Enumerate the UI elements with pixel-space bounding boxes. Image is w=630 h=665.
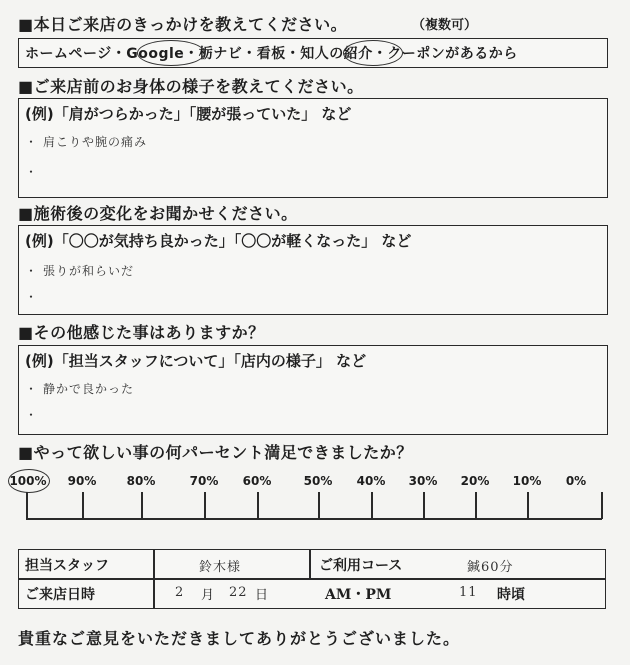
selected-100-circle <box>8 469 50 493</box>
q2-example: (例)「肩がつらかった」「腰が張っていた」 など <box>25 105 352 123</box>
scale-label-40[interactable]: 40% <box>356 474 386 488</box>
scale-tick <box>141 492 143 519</box>
ampm-select[interactable]: AM・PM <box>325 587 392 603</box>
q4-box <box>18 345 608 435</box>
scale-label-90[interactable]: 90% <box>67 474 97 488</box>
visit-day[interactable]: 22 <box>229 585 248 600</box>
google-circle <box>137 40 205 66</box>
q3-bullet-1: ・ <box>25 264 38 278</box>
scale-label-60[interactable]: 60% <box>242 474 272 488</box>
visit-hour[interactable]: 11 <box>459 585 478 600</box>
info-table <box>18 549 606 609</box>
scale-axis-line <box>26 518 602 520</box>
q3-example: (例)「〇〇が気持ち良かった」「〇〇が軽くなった」 など <box>25 232 412 250</box>
scale-tick <box>527 492 529 519</box>
scale-label-70[interactable]: 70% <box>189 474 219 488</box>
q1-heading: ■本日ご来店のきっかけを教えてください。 <box>18 15 348 34</box>
q2-answer-1: 肩こりや腕の痛み <box>43 135 148 149</box>
q3-answer-1: 張りが和らいだ <box>43 264 135 278</box>
q1-options: ホームページ・Google・栃ナビ・看板・知人の紹介・クーポンがあるから <box>25 46 518 62</box>
thank-you-message: 貴重なご意見をいただきましてありがとうございました。 <box>18 629 461 648</box>
q4-example: (例)「担当スタッフについて」「店内の様子」 など <box>25 352 367 370</box>
date-label: ご来店日時 <box>25 587 95 603</box>
staff-label: 担当スタッフ <box>25 558 109 574</box>
scale-label-50[interactable]: 50% <box>303 474 333 488</box>
scale-tick <box>26 492 28 519</box>
visit-month[interactable]: 2 <box>175 585 185 600</box>
scale-tick <box>82 492 84 519</box>
q2-bullet-2: ・ <box>25 165 38 179</box>
course-label: ご利用コース <box>319 558 403 574</box>
q4-bullet-1: ・ <box>25 382 38 396</box>
scale-label-80[interactable]: 80% <box>126 474 156 488</box>
q4-heading: ■その他感じた事はありますか？ <box>18 323 265 342</box>
q2-bullet-1: ・ <box>25 135 38 149</box>
scale-tick <box>371 492 373 519</box>
staff-value[interactable]: 鈴木様 <box>199 560 242 575</box>
q1-options-box <box>18 38 608 68</box>
scale-tick <box>257 492 259 519</box>
scale-tick <box>601 492 603 519</box>
q4-bullet-2: ・ <box>25 408 38 422</box>
referral-circle <box>343 40 403 66</box>
scale-label-0[interactable]: 0% <box>565 474 587 488</box>
scale-tick <box>204 492 206 519</box>
scale-label-100[interactable]: 100% <box>9 474 47 488</box>
hour-unit: 時頃 <box>497 587 525 603</box>
scale-label-30[interactable]: 30% <box>408 474 438 488</box>
info-col-divider <box>309 550 311 579</box>
scale-label-20[interactable]: 20% <box>460 474 490 488</box>
info-row-divider <box>19 578 605 580</box>
scale-tick <box>423 492 425 519</box>
q1-note: （複数可） <box>412 18 478 33</box>
q3-bullet-2: ・ <box>25 290 38 304</box>
scale-tick <box>475 492 477 519</box>
q4-answer-1: 静かで良かった <box>43 382 135 396</box>
scale-label-10[interactable]: 10% <box>512 474 542 488</box>
month-unit: 月 <box>201 588 215 603</box>
satisfaction-scale <box>0 466 630 526</box>
info-col-divider <box>153 550 155 608</box>
q2-heading: ■ご来店前のお身体の様子を教えてください。 <box>18 77 364 96</box>
q2-box <box>18 98 608 198</box>
q3-box <box>18 225 608 315</box>
q5-heading: ■やって欲しい事の何パーセント満足できましたか？ <box>18 443 413 462</box>
course-value[interactable]: 鍼60分 <box>467 560 514 575</box>
day-unit: 日 <box>255 588 269 603</box>
scale-tick <box>318 492 320 519</box>
q3-heading: ■施術後の変化をお聞かせください。 <box>18 204 298 223</box>
